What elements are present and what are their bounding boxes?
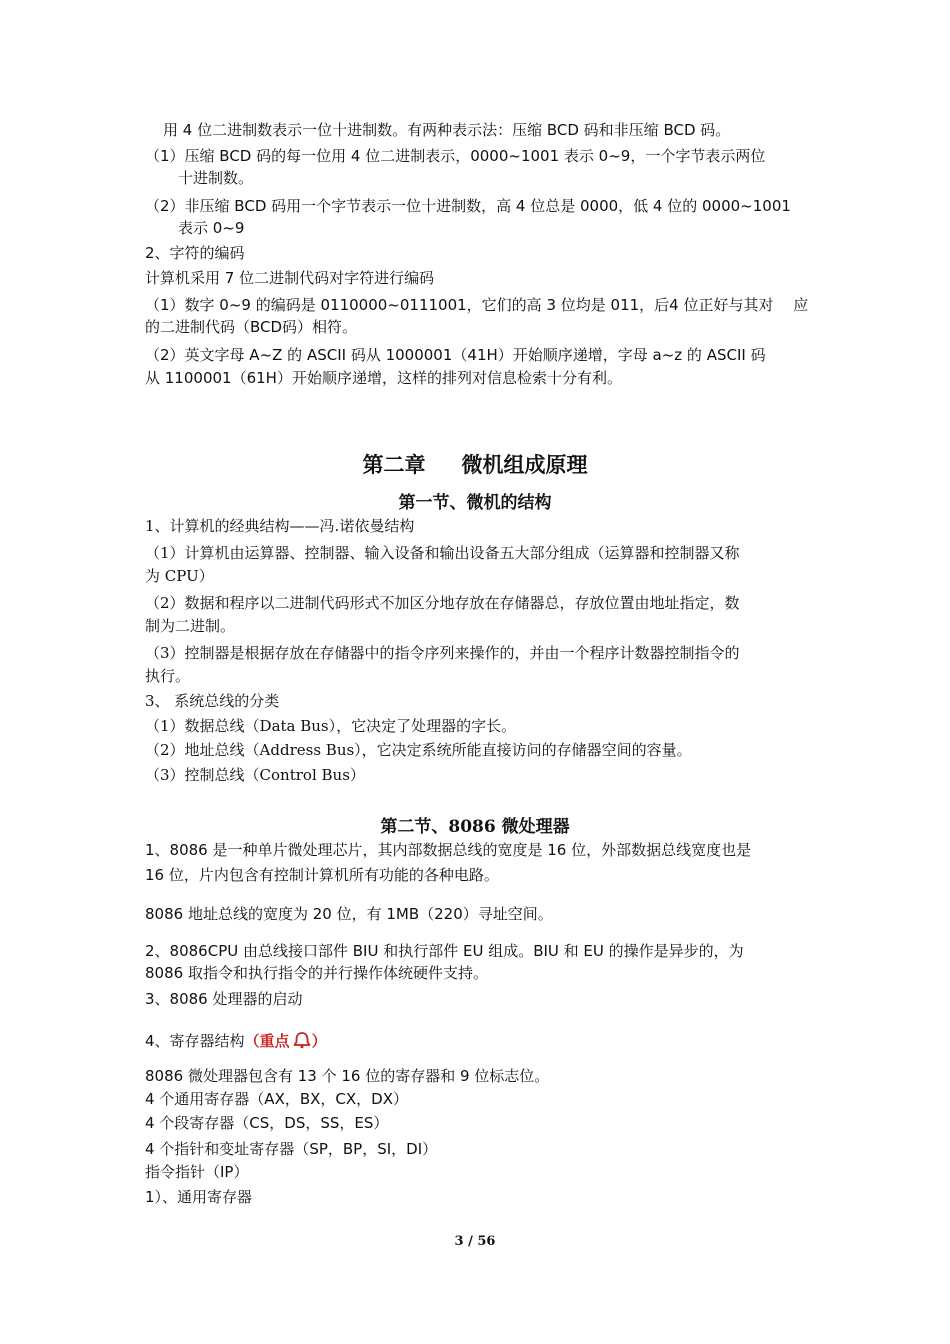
- section2-line: 8086 微处理器包含有 13 个 16 位的寄存器和 9 位标志位。: [145, 1067, 550, 1085]
- intro-line: 十进制数。: [178, 169, 254, 187]
- section1-line: （3）控制器是根据存放在存储器中的指令序列来操作的，并由一个程序计数器控制指令的: [145, 644, 740, 662]
- intro-line: 从 1100001（61H）开始顺序递增，这样的排列对信息检索十分有利。: [145, 369, 622, 387]
- register-heading: 4、寄存器结构: [145, 1032, 245, 1050]
- section1-line: （2）数据和程序以二进制代码形式不加区分地存放在存储器总，存放位置由地址指定，数: [145, 594, 740, 612]
- intro-line: （1）压缩 BCD 码的每一位用 4 位二进制表示，0000~1001 表示 0~9，一个字节表示两位: [145, 147, 766, 165]
- section2-line: 指令指针（IP）: [145, 1163, 249, 1181]
- section2-line: 2、8086CPU 由总线接口部件 BIU 和执行部件 EU 组成。BIU 和 EU 的操作是异步的，为: [145, 942, 744, 960]
- bell-icon: [292, 1031, 312, 1049]
- intro-line: （2）非压缩 BCD 码用一个字节表示一位十进制数，高 4 位总是 0000，低 4 位的 0000~1001: [145, 197, 791, 215]
- section2-line: 4 个通用寄存器（AX，BX，CX，DX）: [145, 1090, 408, 1108]
- section-title: 第一节、微机的结构: [398, 493, 552, 513]
- section1-line: 1、计算机的经典结构——冯.诺依曼结构: [145, 517, 415, 535]
- page-number: 3 / 56: [454, 1234, 496, 1249]
- section2-line: 4 个指针和变址寄存器（SP，BP，SI，DI）: [145, 1140, 438, 1158]
- section1-line: 制为二进制。: [145, 617, 236, 635]
- section1-line: 执行。: [145, 667, 191, 685]
- section1-line: （2）地址总线（Address Bus），它决定系统所能直接访问的存储器空间的容量。: [145, 741, 692, 759]
- key-point-close: ）: [311, 1032, 327, 1050]
- section2-line: 1、8086 是一种单片微处理芯片，其内部数据总线的宽度是 16 位，外部数据总线宽度也是: [145, 841, 752, 859]
- intro-heading: 2、字符的编码: [145, 244, 245, 262]
- intro-line: 的二进制代码（BCD码）相符。: [145, 318, 358, 336]
- section2-line: 8086 取指令和执行指令的并行操作体统硬件支持。: [145, 964, 488, 982]
- intro-line: 计算机采用 7 位二进制代码对字符进行编码: [145, 269, 435, 287]
- section2-line: 4 个段寄存器（CS，DS，SS，ES）: [145, 1114, 389, 1132]
- section1-line: 为 CPU）: [145, 567, 214, 585]
- intro-line: 表示 0~9: [178, 219, 245, 237]
- intro-line: （1）数字 0~9 的编码是 0110000~0111001，它们的高 3 位均是 011，后4 位正好与其对 应: [145, 296, 809, 314]
- chapter-name: 微机组成原理: [461, 452, 588, 477]
- section1-line: （1）数据总线（Data Bus），它决定了处理器的字长。: [145, 717, 517, 735]
- section2-heading: [145, 1031, 327, 1051]
- intro-line: 用 4 位二进制数表示一位十进制数。有两种表示法：压缩 BCD 码和非压缩 BCD 码。: [163, 121, 731, 139]
- section1-line: （3）控制总线（Control Bus）: [145, 766, 365, 784]
- section2-line: 3、8086 处理器的启动: [145, 990, 303, 1008]
- key-point-label: （重点: [244, 1032, 290, 1050]
- section1-line: （1）计算机由运算器、控制器、输入设备和输出设备五大部分组成（运算器和控制器又称: [145, 544, 740, 562]
- section1-line: 3、 系统总线的分类: [145, 692, 280, 710]
- intro-line: （2）英文字母 A~Z 的 ASCII 码从 1000001（41H）开始顺序递增，字母 a~z 的 ASCII 码: [145, 346, 766, 364]
- key-point-mark: [245, 1032, 327, 1050]
- chapter-label: 第二章: [362, 452, 426, 477]
- section2-line: 1）、通用寄存器: [145, 1188, 253, 1206]
- section-title: 第二节、8086 微处理器: [380, 817, 570, 837]
- section2-line: 8086 地址总线的宽度为 20 位，有 1MB（220）寻址空间。: [145, 905, 553, 923]
- chapter-title: [0, 451, 950, 479]
- section2-line: 16 位，片内包含有控制计算机所有功能的各种电路。: [145, 866, 499, 884]
